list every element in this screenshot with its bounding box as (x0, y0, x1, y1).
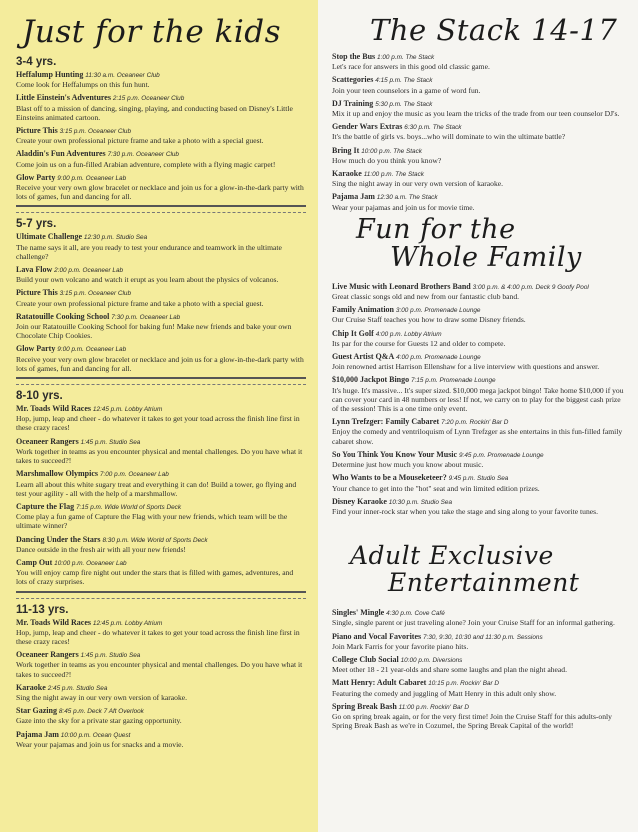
event-item (332, 192, 628, 211)
event-meta: 9:45 p.m. Promenade Lounge (459, 451, 544, 459)
event-meta: 4:00 p.m. Promenade Lounge (396, 354, 481, 362)
event-title: Oceaneer Rangers (16, 650, 79, 660)
event-meta: 7:30 p.m. Oceaneer Lab (111, 313, 181, 321)
event-item (16, 683, 306, 702)
age-section (16, 604, 306, 749)
event-item (16, 558, 306, 587)
event-item (332, 497, 628, 516)
event-item (16, 437, 306, 466)
event-item (16, 93, 306, 122)
event-item (16, 502, 306, 531)
event-title: Capture the Flag (16, 501, 75, 511)
kids-sections (16, 56, 306, 749)
event-item (16, 149, 306, 168)
event-meta: 3:15 p.m. Oceaneer Club (59, 128, 132, 136)
event-description: How much do you think you know? (332, 155, 442, 165)
event-title: Heffalump Hunting (16, 70, 84, 79)
event-title: Singles' Mingle (332, 608, 385, 618)
age-section (16, 56, 306, 201)
event-title: Family Animation (332, 305, 395, 315)
stack-events (332, 52, 628, 212)
event-meta: 2:15 p.m. Oceaneer Club (112, 95, 185, 103)
event-item (332, 122, 628, 141)
event-description: Learn all about this white sugary treat and everything it can do! Build a tower, go flying and test your agility - all with the help of a marshmallow. (16, 479, 297, 498)
event-meta: 1:45 p.m. Studio Sea (80, 438, 141, 446)
event-title: Camp Out (16, 557, 53, 567)
event-title: Lava Flow (16, 265, 53, 275)
event-description: Our Cruise Staff teaches you how to draw some Disney friends. (332, 315, 526, 325)
event-meta: 4:30 p.m. Cove Café (386, 610, 445, 618)
family-heading-line2: Whole Family (390, 241, 582, 273)
event-description: Come play a fun game of Capture the Flag with your new friends, which team will be the ultimate winner? (16, 512, 288, 531)
event-title: Bring It (332, 145, 360, 155)
event-title: Picture This (16, 288, 58, 298)
event-meta: 10:00 p.m. Oceaneer Lab (54, 559, 127, 567)
kids-heading: Just for the kids (22, 14, 281, 50)
event-title: Pajama Jam (332, 192, 375, 202)
event-item (16, 173, 306, 202)
event-description: It's huge. It's massive... It's super sized. $10,000 mega jackpot bingo! Take home $10,000 if you can cover your card in 48 numbers or less! If not, we carry on to play for the biggest cash prize of the session! This is a one time only event. (332, 385, 624, 414)
event-item (16, 344, 306, 373)
event-description: Sing the night away in our very own version of karaoke. (332, 179, 504, 189)
event-title: Dancing Under the Stars (16, 534, 101, 544)
event-meta: 10:30 p.m. Studio Sea (388, 498, 453, 506)
event-meta: 1:45 p.m. Studio Sea (80, 652, 141, 660)
event-title: Picture This (16, 126, 58, 136)
event-meta: 7:15 p.m. Promenade Lounge (411, 377, 496, 385)
event-title: Stop the Bus (332, 52, 376, 61)
event-description: Come join us on a fun-filled Arabian adventure, complete with a flying magic carpet! (16, 159, 276, 169)
event-item (16, 265, 306, 284)
event-title: Star Gazing (16, 706, 57, 716)
event-description: Receive your very own glow bracelet or necklace and join us for a glow-in-the-dark party with lots of games, fun and dancing for all. (16, 354, 304, 373)
family-events (332, 282, 628, 516)
event-description: Great classic songs old and new from our fantastic club band. (332, 292, 520, 302)
event-meta: 3:15 p.m. Oceaneer Club (59, 290, 132, 298)
event-meta: 3:00 p.m. Promenade Lounge (395, 307, 481, 315)
event-description: Its par for the course for Guests 12 and older to compete. (332, 338, 506, 348)
event-item (332, 146, 628, 165)
event-description: Hop, jump, leap and cheer - do whatever it takes to get your toad across the finish line first in these crazy races! (16, 627, 300, 646)
event-title: Mr. Toads Wild Races (16, 404, 91, 414)
event-item (332, 75, 628, 94)
event-description: Build your own volcano and watch it erupt as you learn about the physics of volcanos. (16, 275, 279, 285)
event-meta: 12:30 p.m. Studio Sea (83, 234, 148, 242)
kids-column (0, 0, 318, 832)
event-meta: 2:00 p.m. Oceaneer Lab (54, 267, 124, 275)
section-divider (16, 377, 306, 385)
event-item (332, 655, 628, 674)
event-description: Receive your very own glow bracelet or necklace and join us for a glow-in-the-dark party with lots of games, fun and dancing for all. (16, 183, 304, 202)
adult-heading-line1: Adult Exclusive (350, 541, 554, 571)
event-meta: 1:00 p.m. The Stack (377, 54, 435, 61)
event-item (332, 99, 628, 118)
event-meta: 12:30 a.m. The Stack (376, 194, 438, 202)
event-meta: 8:45 p.m. Deck 7 Aft Overlook (58, 708, 144, 716)
event-meta: 12:45 p.m. Lobby Atrium (92, 619, 163, 627)
event-description: Wear your pajamas and join us for movie time. (332, 202, 475, 212)
event-meta: 10:00 p.m. The Stack (361, 147, 422, 155)
event-item (16, 706, 306, 725)
event-item (16, 70, 306, 89)
event-title: Karaoke (16, 682, 46, 692)
event-meta: 7:30 p.m. Oceaneer Club (107, 151, 179, 159)
event-title: So You Think You Know Your Music (332, 449, 458, 459)
event-meta: 7:30, 9:30, 10:30 and 11:30 p.m. Sessions (423, 633, 543, 641)
event-description: Join your teen counselors in a game of word fun. (332, 85, 481, 95)
age-heading: 5-7 yrs. (16, 218, 57, 231)
event-title: Ratatouille Cooking School (16, 311, 110, 321)
event-description: Enjoy the comedy and ventriloquism of Lynn Trefzger as she entertains in this fun-filled family cabaret show. (332, 427, 623, 446)
event-item (332, 608, 628, 627)
event-title: Chip It Golf (332, 328, 374, 338)
adult-events (332, 608, 628, 730)
event-title: Pajama Jam (16, 729, 59, 739)
event-description: The name says it all, are you ready to test your endurance and teamwork in the ultimate challenge? (16, 242, 282, 261)
event-meta: 6:30 p.m. The Stack (404, 124, 462, 132)
event-title: Karaoke (332, 169, 362, 179)
event-meta: 10:00 p.m. Diversions (400, 656, 463, 664)
age-heading: 8-10 yrs. (16, 390, 63, 403)
event-title: Disney Karaoke (332, 496, 387, 506)
event-meta: 12:45 p.m. Lobby Atrium (92, 406, 163, 414)
event-description: You will enjoy camp fire night out under the stars that is filled with games, adventures, and lots of crazy surprises. (16, 568, 294, 587)
event-meta: 2:45 p.m. Studio Sea (47, 684, 108, 692)
event-item (332, 305, 628, 324)
event-item (16, 469, 306, 498)
event-meta: 7:20 p.m. Rockin' Bar D (441, 419, 509, 427)
event-title: $10,000 Jackpot Bingo (332, 375, 410, 385)
event-item (16, 650, 306, 679)
event-item (16, 232, 306, 261)
event-meta: 4:15 p.m. The Stack (375, 77, 433, 85)
event-description: Create your own professional picture frame and take a photo with a special guest. (16, 136, 264, 146)
age-heading: 11-13 yrs. (16, 603, 69, 616)
event-item (16, 618, 306, 647)
event-meta: 7:15 p.m. Wide World of Sports Deck (75, 503, 182, 511)
event-meta: 11:00 p.m. The Stack (363, 171, 424, 179)
event-meta: 10:15 p.m. Rockin' Bar D (428, 680, 500, 688)
event-item (332, 352, 628, 371)
event-title: Guest Artist Q&A (332, 352, 395, 362)
event-description: Work together in teams as you encounter physical and mental challenges. Do you have what it takes to succeed?! (16, 446, 303, 466)
event-description: Meet other 18 - 21 year-olds and share some laughs and plan the night ahead. (332, 665, 567, 675)
event-item (332, 702, 628, 731)
event-item (332, 473, 628, 492)
event-title: DJ Training (332, 98, 374, 108)
event-meta: 9:00 p.m. Oceaneer Lab (57, 174, 127, 182)
event-item (332, 450, 628, 469)
event-item (332, 52, 628, 71)
event-title: College Club Social (332, 654, 399, 664)
event-description: It's the battle of girls vs. boys...who will dominate to win the ultimate battle? (332, 132, 566, 142)
event-title: Who Wants to be a Mouseketeer? (332, 473, 447, 483)
event-meta: 9:00 p.m. Oceaneer Lab (57, 346, 127, 354)
event-description: Mix it up and enjoy the music as you learn the tricks of the trade from our teen counselor DJ's. (332, 109, 620, 119)
event-description: Come look for Heffalumps on this fun hunt. (16, 80, 150, 90)
event-meta: 9:45 p.m. Studio Sea (448, 475, 509, 483)
adult-heading (350, 542, 628, 596)
event-meta: 4:00 p.m. Lobby Atrium (375, 330, 442, 338)
event-description: Join Mark Farris for your favorite piano hits. (332, 641, 469, 651)
event-description: Create your own professional picture frame and take a photo with a special guest. (16, 298, 264, 308)
event-item (16, 404, 306, 433)
section-divider (16, 591, 306, 599)
event-item (16, 126, 306, 145)
event-title: Mr. Toads Wild Races (16, 617, 91, 627)
event-description: Blast off to a mission of dancing, singing, playing, and conducting based on Disney's Little Einsteins animated cartoon. (16, 103, 293, 122)
family-heading (356, 213, 628, 273)
event-item (16, 730, 306, 749)
event-description: Single, single parent or just traveling alone? Join your Cruise Staff for an informal gathering. (332, 618, 615, 628)
event-title: Spring Break Bash (332, 701, 397, 711)
event-title: Ultimate Challenge (16, 232, 82, 242)
event-description: Find your inner-rock star when you take the stage and sing along to your favorite tunes. (332, 506, 598, 516)
event-title: Glow Party (16, 172, 56, 182)
event-title: Piano and Vocal Favorites (332, 631, 422, 641)
event-item (332, 169, 628, 188)
right-column (318, 0, 638, 832)
event-description: Determine just how much you know about music. (332, 460, 484, 470)
event-title: Lynn Trefzger: Family Cabaret (332, 417, 440, 427)
event-description: Featuring the comedy and juggling of Matt Henry in this adult only show. (332, 688, 557, 698)
event-item (332, 678, 628, 697)
event-description: Join renowned artist Harrison Ellenshaw for a live interview with questions and answer. (332, 362, 600, 372)
stack-heading: The Stack 14-17 (370, 13, 618, 47)
event-item (332, 417, 628, 446)
event-meta: 5:30 p.m. The Stack (375, 100, 433, 108)
event-title: Aladdin's Fun Adventures (16, 149, 106, 159)
event-description: Your chance to get into the "hot" seat and win limited edition prizes. (332, 483, 540, 493)
event-description: Work together in teams as you encounter physical and mental challenges. Do you have what it takes to succeed?! (16, 660, 303, 679)
event-meta: 11:00 p.m. Rockin' Bar D (398, 703, 470, 711)
event-title: Live Music with Leonard Brothers Band (332, 281, 471, 291)
family-heading-line1: Fun for the (356, 213, 516, 245)
event-description: Dance outside in the fresh air with all your new friends! (16, 544, 186, 554)
event-item (332, 632, 628, 651)
age-section (16, 218, 306, 373)
adult-heading-line2: Entertainment (388, 568, 580, 598)
event-title: Matt Henry: Adult Cabaret (332, 678, 427, 688)
event-item (332, 282, 628, 301)
event-item (332, 375, 628, 413)
event-title: Scattegories (332, 75, 374, 85)
event-item (16, 288, 306, 307)
event-meta: 7:00 p.m. Oceaneer Lab (99, 471, 169, 479)
event-description: Hop, jump, leap and cheer - do whatever it takes to get your toad across the finish line first in these crazy races! (16, 414, 300, 433)
event-item (16, 312, 306, 341)
event-meta: 11:30 a.m. Oceaneer Club (85, 72, 160, 79)
age-heading: 3-4 yrs. (16, 56, 57, 68)
event-title: Glow Party (16, 344, 56, 354)
event-item (332, 329, 628, 348)
event-description: Wear your pajamas and join us for snacks and a movie. (16, 739, 184, 749)
section-divider (16, 205, 306, 213)
event-title: Oceaneer Rangers (16, 436, 79, 446)
age-section (16, 390, 306, 586)
event-title: Marshmallow Olympics (16, 469, 98, 479)
event-description: Gaze into the sky for a private star gazing opportunity. (16, 716, 182, 726)
event-meta: 3:00 p.m. & 4:00 p.m. Deck 9 Goofy Pool (472, 283, 589, 291)
event-title: Gender Wars Extras (332, 122, 403, 132)
event-description: Go on spring break again, or for the very first time! Join the Cruise Staff for this adults-only Spring Break Bash as we're in Cozumel, the Spring Break Capital of the world! (332, 711, 612, 731)
event-title: Little Einstein's Adventures (16, 93, 111, 103)
event-description: Join our Ratatouille Cooking School for baking fun! Make new friends and bake your own Chocolate Chip Cookies. (16, 322, 292, 341)
event-description: Sing the night away in our very own version of karaoke. (16, 692, 188, 702)
event-item (16, 535, 306, 554)
event-description: Let's race for answers in this good old classic game. (332, 62, 490, 72)
event-meta: 8:30 p.m. Wide World of Sports Deck (102, 536, 208, 544)
event-meta: 10:00 p.m. Ocean Quest (60, 731, 131, 739)
